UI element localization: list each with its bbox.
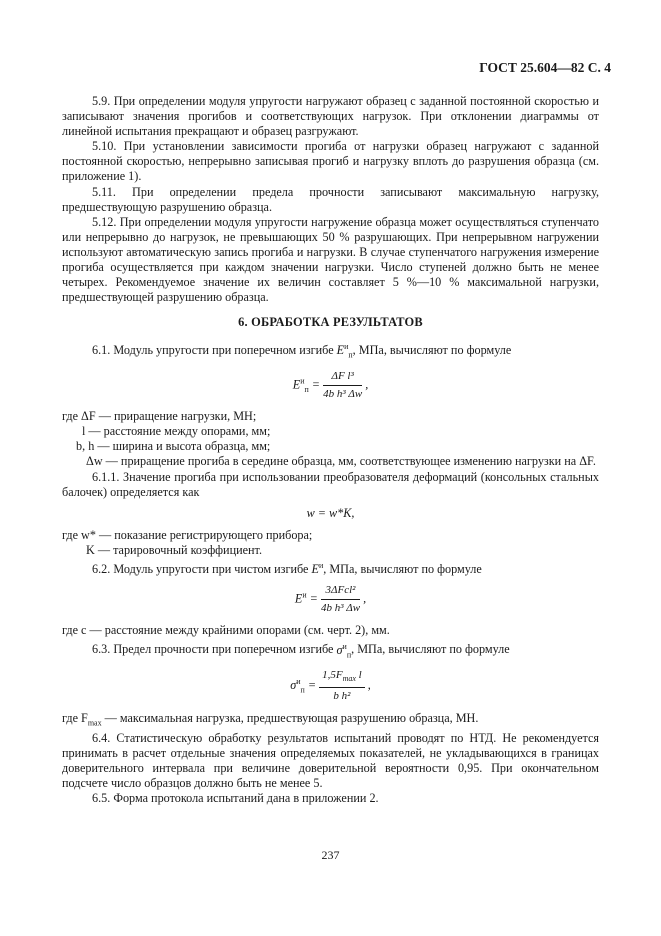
paragraph-5-12: 5.12. При определении модуля упругости нагружение образца может осуществляться ступенчато или непрерывно до нагрузок, не превышающих 50 % разрушающих. При непрерывном нагружении используют автоматическую запись прогиба и нагрузки. В случае ступенчатого нагружения измерение прогиба осуществляется при каждом значении нагрузки. Число ступеней должно быть не менее четырех. Рекомендуемое значение их величин составляет 5 %—10 % максимальной нагрузки, предшествующей разрушению образца. [62, 214, 599, 305]
paragraph-6-3: 6.3. Предел прочности при поперечном изгибе $\sigma^и_п$, МПа, вычисляют по формуле [92, 641, 510, 659]
paragraph-6-1: 6.1. Модуль упругости при поперечном изгибе $E^и_п$, МПа, вычисляют по формуле [92, 342, 512, 360]
standard-header: ГОСТ 25.604—82 С. 4 [479, 60, 611, 75]
symbol-e-pn: $E^и_п$ [336, 342, 353, 360]
paragraph-6-4: 6.4. Статистическую обработку результатов испытаний проводят по НТД. Не рекомендуется принимать в расчет отдельные значения определяемых показателей, не укладывающихся в границах доверительного интервала при величине доверительной вероятности 0,95. При окончательном подсчете число образцов должно быть не менее 5. [62, 730, 599, 791]
definition-w-star: где w* — показание регистрирующего прибора; [62, 527, 313, 542]
symbol-e-u: $E^и$ [311, 561, 324, 577]
symbol-sigma-pn: $\sigma^и_п$ [336, 641, 352, 659]
paragraph-5-9: 5.9. При определении модуля упругости нагружают образец с заданной постоянной скоростью и записывают значения прогибов и соответствующих нагрузок. При отклонении диаграммы от линейной испытания прекращают и образец разгружают. [62, 94, 599, 139]
definition-l: l — расстояние между опорами, мм; [82, 424, 271, 439]
formula-6-3: $\sigma^и_п$ = $\frac{1,5F_{max} l}{\text{b h²}}$ , [62, 668, 599, 704]
formula-6-1: $E^и_п$ = $\frac{\text{ΔF l³}}{\text{4b h³ Δw}}$ , [62, 369, 599, 402]
paragraph-6-5: 6.5. Форма протокола испытаний дана в приложении 2. [92, 791, 379, 806]
fraction-6-2: $\frac{\text{3ΔFcl²}}{\text{4b h³ Δw}}$ [320, 584, 361, 615]
definition-f-max: где $F_{max}$ — максимальная нагрузка, предшествующая разрушению образца, МН. [62, 711, 479, 728]
formula-6-2: $E^и$ = $\frac{\text{3ΔFcl²}}{\text{4b h³ Δw}}$ , [62, 583, 599, 616]
definition-delta-f: где ΔF — приращение нагрузки, МН; [62, 409, 257, 424]
section-title: 6. ОБРАБОТКА РЕЗУЛЬТАТОВ [238, 315, 423, 330]
definition-c: где c — расстояние между крайними опорами (см. черт. 2), мм. [62, 623, 390, 638]
definition-k: K — тарировочный коэффициент. [86, 542, 263, 557]
definition-b-h: b, h — ширина и высота образца, мм; [76, 439, 271, 454]
definition-delta-w: Δw — приращение прогиба в середине образца, мм, соответствующее изменению нагрузки на ΔF. [86, 454, 596, 469]
paragraph-5-10: 5.10. При установлении зависимости прогиба от нагрузки образец нагружают с заданной постоянной скоростью, непрерывно записывая прогиб и нагрузку вплоть до разрушения образца (см. приложение 1). [62, 139, 599, 184]
fraction-6-1: $\frac{\text{ΔF l³}}{\text{4b h³ Δw}}$ [323, 370, 363, 401]
fraction-6-3: $\frac{1,5F_{max} l}{\text{b h²}}$ [319, 668, 365, 704]
paragraph-6-2: 6.2. Модуль упругости при чистом изгибе $E^и$, МПа, вычисляют по формуле [92, 561, 482, 577]
page-number: 237 [321, 848, 340, 862]
paragraph-5-11: 5.11. При определении предела прочности записывают максимальную нагрузку, предшествующую разрушению образца. [62, 184, 599, 214]
page-body [62, 94, 599, 806]
paragraph-6-1-1: 6.1.1. Значение прогиба при использовании преобразователя деформаций (консольных стальных балочек) определяется как [62, 469, 599, 499]
formula-6-1-1: w = w*K, [306, 505, 355, 520]
